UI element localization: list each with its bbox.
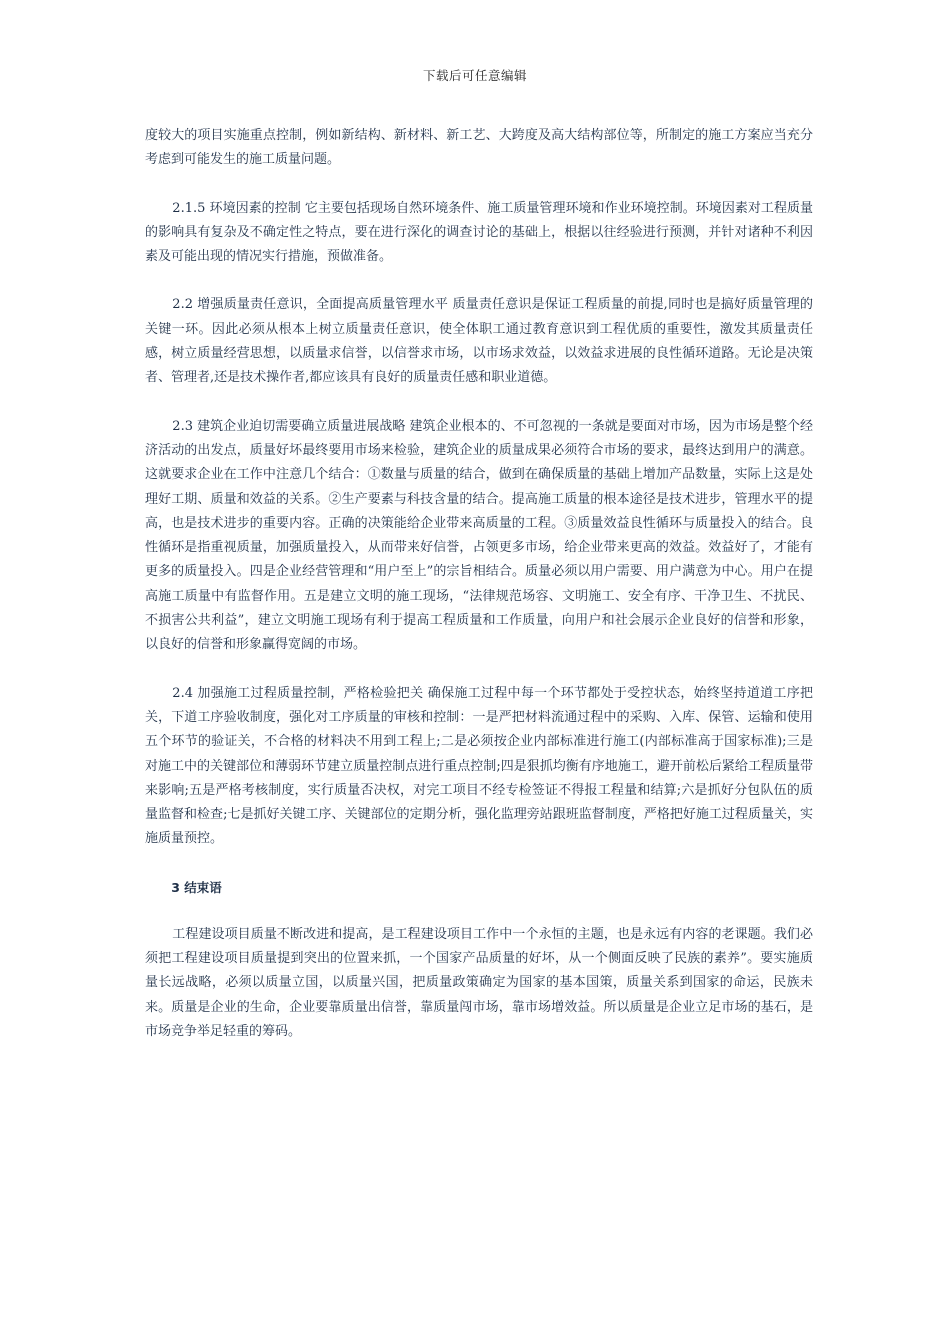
section-heading-conclusion: 3 结束语 bbox=[171, 879, 222, 895]
paragraph-conclusion: 工程建设项目质量不断改进和提高，是工程建设项目工作中一个永恒的主题，也是永远有内容的老课题。我们必须把工程建设项目质量提到突出的位置来抓，一个国家产品质量的好坏，从一个侧面反映了民族的素养”。要实施质量长远战略，必须以质量立国，以质量兴国，把质量政策确定为国家的基本国策，质量关系到国家的命运，民族未来。质量是企业的生命，企业要靠质量出信誉，靠质量闯市场，靠市场增效益。所以质量是企业立足市场的基石，是市场竞争举足轻重的筹码。 bbox=[145, 926, 813, 1039]
paragraph-2-1-5: 2.1.5 环境因素的控制 它主要包括现场自然环境条件、施工质量管理环境和作业环境控制。环境因素对工程质量的影响具有复杂及不确定性之特点，要在进行深化的调查讨论的基础上，根据以往经验进行预测，并针对诸种不利因素及可能出现的情况实行措施，预做准备。 bbox=[145, 200, 813, 265]
paragraph-2-3: 2.3 建筑企业迫切需要确立质量进展战略 建筑企业根本的、不可忽视的一条就是要面对市场，因为市场是整个经济活动的出发点，质量好坏最终要用市场来检验，建筑企业的质量成果必须符合市场的要求，最终达到用户的满意。这就要求企业在工作中注意几个结合：①数量与质量的结合，做到在确保质量的基础上增加产品数量，实际上这是处理好工期、质量和效益的关系。②生产要素与科技含量的结合。提高施工质量的根本途径是技术进步，管理水平的提高，也是技术进步的重要内容。正确的决策能给企业带来高质量的工程。③质量效益良性循环与质量投入的结合。良性循环是指重视质量，加强质量投入，从而带来好信誉，占领更多市场，给企业带来更高的效益。效益好了，才能有更多的质量投入。四是企业经营管理和“用户至上”的宗旨相结合。质量必须以用户需要、用户满意为中心。用户在提高施工质量中有监督作用。五是建立文明的施工现场，“法律规范场容、文明施工、安全有序、干净卫生、不扰民、不损害公共利益”，建立文明施工现场有利于提高工程质量和工作质量，向用户和社会展示企业良好的信誉和形象，以良好的信誉和形象赢得宽阔的市场。 bbox=[145, 418, 813, 653]
paragraph-continuation: 度较大的项目实施重点控制，例如新结构、新材料、新工艺、大跨度及高大结构部位等，所制定的施工方案应当充分考虑到可能发生的施工质量问题。 bbox=[145, 128, 813, 168]
document-body bbox=[145, 124, 813, 1068]
paragraph-2-4: 2.4 加强施工过程质量控制，严格检验把关 确保施工过程中每一个环节都处于受控状态，始终坚持道道工序把关，下道工序验收制度，强化对工序质量的审核和控制：一是严把材料流通过程中的采购、入库、保管、运输和使用五个环节的验证关，不合格的材料决不用到工程上;二是必须按企业内部标准进行施工(内部标准高于国家标准);三是对施工中的关键部位和薄弱环节建立质量控制点进行重点控制;四是狠抓均衡有序地施工，避开前松后紧给工程质量带来影响;五是严格考核制度，实行质量否决权，对完工项目不经专检签证不得报工程量和结算;六是抓好分包队伍的质量监督和检查;七是抓好关键工序、关键部位的定期分析，强化监理旁站跟班监督制度，严格把好施工过程质量关，实施质量预控。 bbox=[145, 685, 813, 847]
page-header: 下载后可任意编辑 bbox=[422, 68, 527, 83]
paragraph-2-2: 2.2 增强质量责任意识，全面提高质量管理水平 质量责任意识是保证工程质量的前提,同时也是搞好质量管理的关键一环。因此必须从根本上树立质量责任意识，使全体职工通过教育意识到工程优质的重要性，激发其质量责任感，树立质量经营思想，以质量求信誉，以信誉求市场，以市场求效益，以效益求进展的良性循环道路。无论是决策者、管理者,还是技术操作者,都应该具有良好的质量责任感和职业道德。 bbox=[145, 297, 813, 386]
